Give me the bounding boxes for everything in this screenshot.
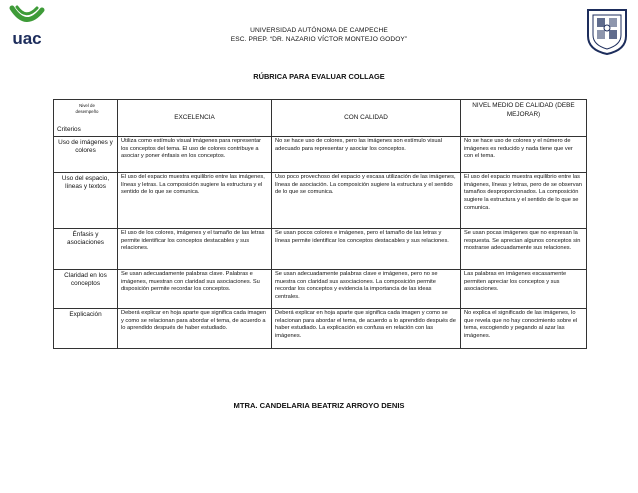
excelencia-cell: El uso de los colores, imágenes y el tamaño de las letras permite identificar los conceptos destacables y sus relaciones.	[118, 229, 272, 270]
criterion-cell: Énfasis y asociaciones	[54, 229, 118, 270]
teacher-name: MTRA. CANDELARIA BEATRIZ ARROYO DENIS	[233, 401, 405, 410]
performance-level-label: Nivel de desempeño	[75, 103, 99, 114]
calidad-cell: Uso poco provechoso del espacio y escasa utilización de las imágenes, líneas de asociación. La composición sugiere la estructura y el sentido de lo que se comunica.	[272, 173, 461, 229]
header-row	[54, 100, 587, 137]
excelencia-cell: Deberá explicar en hoja aparte que significa cada imagen y como se relacionan para abordar el tema, de acuerdo a lo aprendido después de haber estudiado.	[118, 309, 272, 349]
calidad-cell: Se usan pocos colores e imágenes, pero el tamaño de las letras y líneas permite identificar los conceptos destacables y sus relaciones.	[272, 229, 461, 270]
excelencia-cell: Se usan adecuadamente palabras clave. Palabras e imágenes, muestran con claridad sus asociaciones. Su disposición permite recordar los conceptos.	[118, 270, 272, 309]
medio-cell: Las palabras en imágenes escasamente permiten apreciar los conceptos y sus asociaciones.	[461, 270, 587, 309]
calidad-cell: Se usan adecuadamente palabras clave e imágenes, pero no se muestra con claridad sus asociaciones. La composición permite recordar los conceptos y evidencia la importancia de las ideas centrales.	[272, 270, 461, 309]
school-name: ESC. PREP. “DR. NAZARIO VÍCTOR MONTEJO GODOY”	[230, 36, 408, 43]
excelencia-cell: Utiliza como estímulo visual imágenes para representar los conceptos del tema. El uso de colores contribuye a asociar y poner énfasis en los conceptos.	[118, 137, 272, 173]
rubric-table	[53, 99, 587, 349]
medio-cell: Se usan pocas imágenes que no expresan la respuesta. Se aprecian algunos conceptos sin mostrarse adecuadamente sus relaciones.	[461, 229, 587, 270]
table-row	[54, 229, 587, 270]
rubric-title: RÚBRICA PARA EVALUAR COLLAGE	[253, 72, 385, 81]
calidad-cell: Deberá explicar en hoja aparte que significa cada imagen y como se relacionan para abordar el tema, de acuerdo a lo aprendido después de haber estudiado. La explicación es confusa en relación con las imágenes.	[272, 309, 461, 349]
criterion-cell: Uso del espacio, líneas y textos	[54, 173, 118, 229]
criterion-cell: Uso de imágenes y colores	[54, 137, 118, 173]
university-name: UNIVERSIDAD AUTÓNOMA DE CAMPECHE	[250, 27, 388, 34]
column-header-medio: NIVEL MEDIO DE CALIDAD (DEBE MEJORAR)	[461, 100, 587, 137]
criterion-cell: Claridad en los conceptos	[54, 270, 118, 309]
table-row	[54, 309, 587, 349]
medio-cell: No explica el significado de las imágenes, lo que revela que no hay conocimiento sobre el tema, escogiendo y pegando al azar las imágenes.	[461, 309, 587, 349]
criteria-label: Criterios	[57, 126, 81, 134]
table-row	[54, 173, 587, 229]
uac-logo-text: uac	[12, 29, 42, 48]
document-header	[0, 26, 638, 44]
excelencia-cell: El uso del espacio muestra equilibrio entre las imágenes, líneas y letras. La composición sugiere la estructura y el sentido de lo que se comunica.	[118, 173, 272, 229]
table-row	[54, 270, 587, 309]
criterion-cell: Explicación	[54, 309, 118, 349]
medio-cell: No se hace uso de colores y el número de imágenes es reducido y nada tiene que ver con el tema.	[461, 137, 587, 173]
medio-cell: El uso del espacio muestra equilibrio entre las imágenes, líneas y letras, pero de se observan tamaños desproporcionados. La composición sugiere la estructura y el sentido de lo que se comunica.	[461, 173, 587, 229]
column-header-excelencia: EXCELENCIA	[118, 100, 272, 137]
corner-cell	[54, 100, 118, 137]
table-row	[54, 137, 587, 173]
calidad-cell: No se hace uso de colores, pero las imágenes son estímulo visual adecuado para representar y asociar los conceptos.	[272, 137, 461, 173]
column-header-calidad: CON CALIDAD	[272, 100, 461, 137]
